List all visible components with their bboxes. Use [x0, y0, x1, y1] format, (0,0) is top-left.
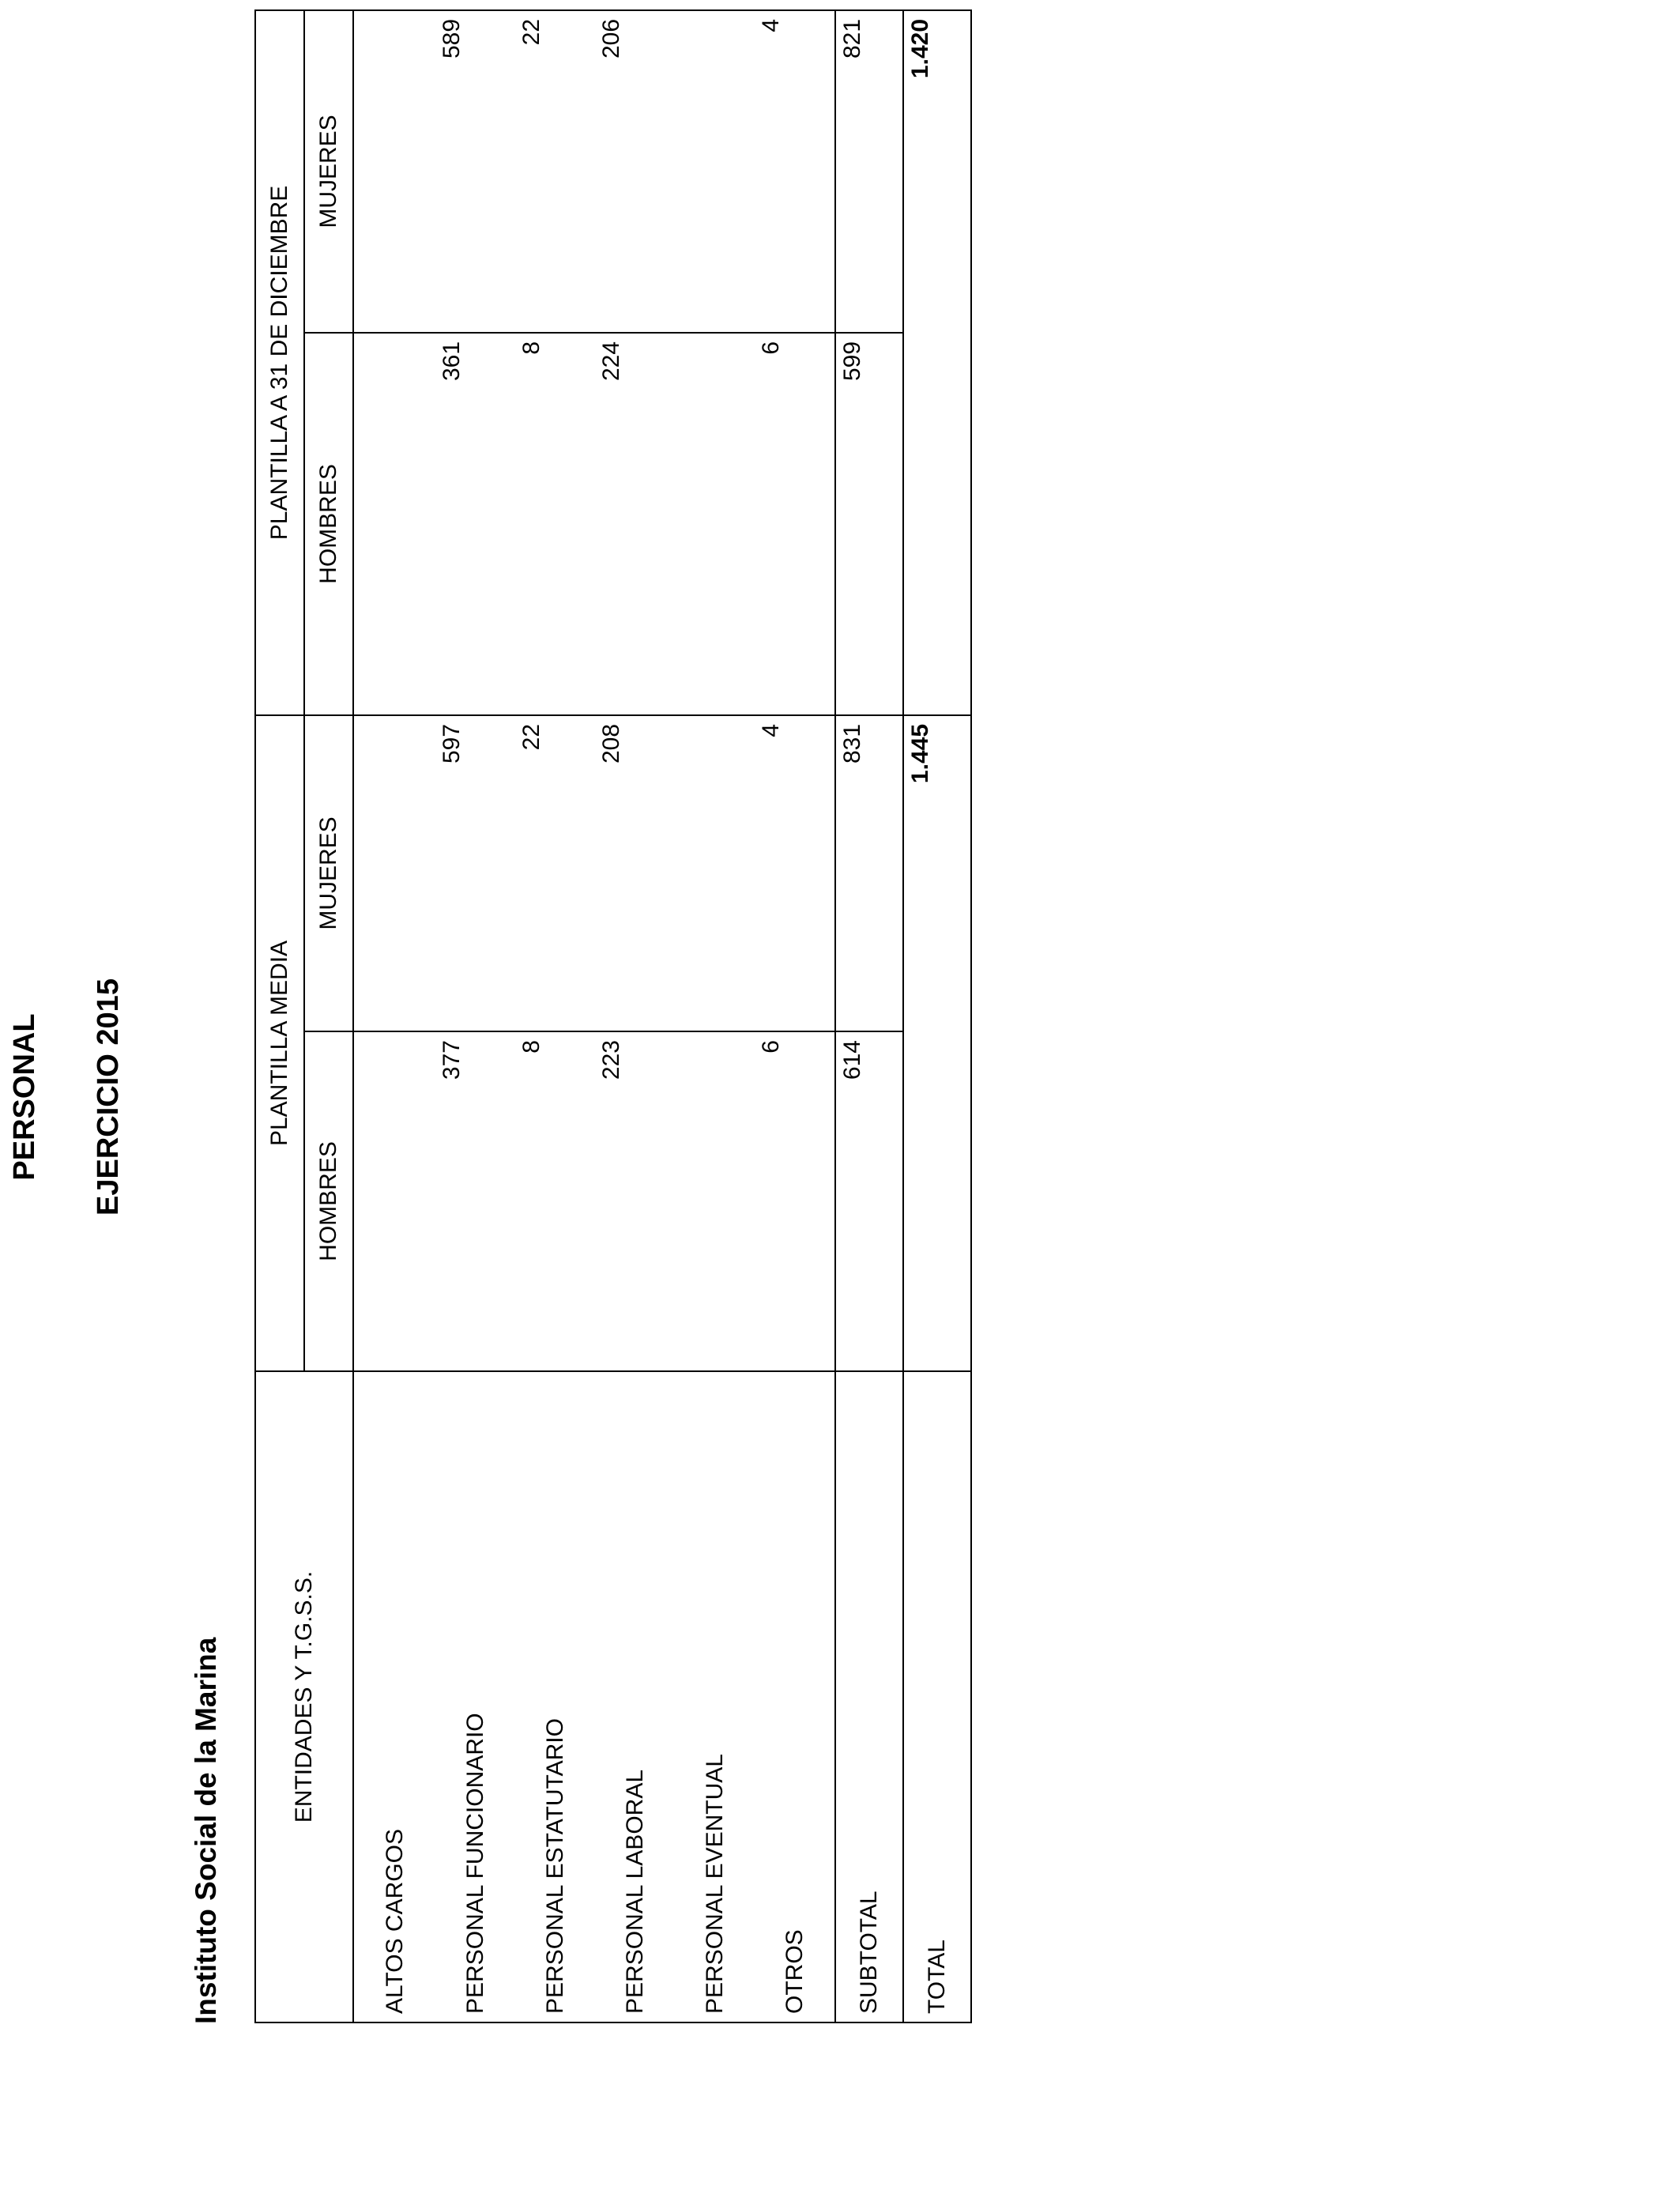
- subtotal-label: SUBTOTAL: [835, 1371, 903, 2022]
- cell-media-mujeres: 208: [595, 715, 675, 1031]
- total-diciembre: 1.420: [903, 10, 971, 715]
- cell-dic-mujeres: [353, 10, 435, 333]
- table-row: [755, 10, 835, 2022]
- cell-media-mujeres: [675, 715, 755, 1031]
- cell-media-mujeres: [353, 715, 435, 1031]
- cell-media-hombres: [353, 1031, 435, 1371]
- cell-dic-mujeres: 206: [595, 10, 675, 333]
- cell-media-hombres: [675, 1031, 755, 1371]
- cell-dic-hombres: 361: [435, 333, 515, 715]
- cell-dic-mujeres: [675, 10, 755, 333]
- row-label: ALTOS CARGOS: [353, 1371, 435, 2022]
- table-row: [515, 10, 595, 2022]
- cell-dic-hombres: 6: [755, 333, 835, 715]
- row-label: PERSONAL EVENTUAL: [675, 1371, 755, 2022]
- cell-media-hombres: 6: [755, 1031, 835, 1371]
- cell-media-mujeres: 22: [515, 715, 595, 1031]
- table-row: [435, 10, 515, 2022]
- document-subtitle: EJERCICIO 2015: [92, 978, 125, 1216]
- cell-media-hombres: 377: [435, 1031, 515, 1371]
- cell-dic-mujeres: 22: [515, 10, 595, 333]
- header-plantilla-diciembre: PLANTILLA A 31 DE DICIEMBRE: [255, 10, 304, 715]
- cell-dic-hombres: 224: [595, 333, 675, 715]
- cell-dic-hombres: 8: [515, 333, 595, 715]
- table-row: [595, 10, 675, 2022]
- subtotal-media-hombres: 614: [835, 1031, 903, 1371]
- cell-media-hombres: 223: [595, 1031, 675, 1371]
- header-plantilla-media: PLANTILLA MEDIA: [255, 715, 304, 1371]
- row-label: OTROS: [755, 1371, 835, 2022]
- table-header-row: [255, 10, 304, 2022]
- cell-dic-hombres: [353, 333, 435, 715]
- row-header-entidades: ENTIDADES Y T.G.S.S.: [255, 1371, 353, 2022]
- cell-dic-mujeres: 4: [755, 10, 835, 333]
- cell-dic-hombres: [675, 333, 755, 715]
- row-label: PERSONAL LABORAL: [595, 1371, 675, 2022]
- subtotal-row: [835, 10, 903, 2022]
- subtotal-dic-mujeres: 821: [835, 10, 903, 333]
- total-row: [903, 10, 971, 2022]
- header-dic-hombres: HOMBRES: [304, 333, 353, 715]
- cell-dic-mujeres: 589: [435, 10, 515, 333]
- row-label: PERSONAL ESTATUTARIO: [515, 1371, 595, 2022]
- table-row: [353, 10, 435, 2022]
- entity-name: Instituto Social de la Marina: [190, 1637, 222, 2024]
- total-label: TOTAL: [903, 1371, 971, 2022]
- personal-table: [254, 9, 972, 2023]
- header-media-mujeres: MUJERES: [304, 715, 353, 1031]
- header-dic-mujeres: MUJERES: [304, 10, 353, 333]
- cell-media-mujeres: 4: [755, 715, 835, 1031]
- row-label: PERSONAL FUNCIONARIO: [435, 1371, 515, 2022]
- total-media: 1.445: [903, 715, 971, 1371]
- cell-media-mujeres: 597: [435, 715, 515, 1031]
- subtotal-dic-hombres: 599: [835, 333, 903, 715]
- table-row: [675, 10, 755, 2022]
- document-title: PERSONAL: [8, 1013, 41, 1181]
- subtotal-media-mujeres: 831: [835, 715, 903, 1031]
- header-media-hombres: HOMBRES: [304, 1031, 353, 1371]
- cell-media-hombres: 8: [515, 1031, 595, 1371]
